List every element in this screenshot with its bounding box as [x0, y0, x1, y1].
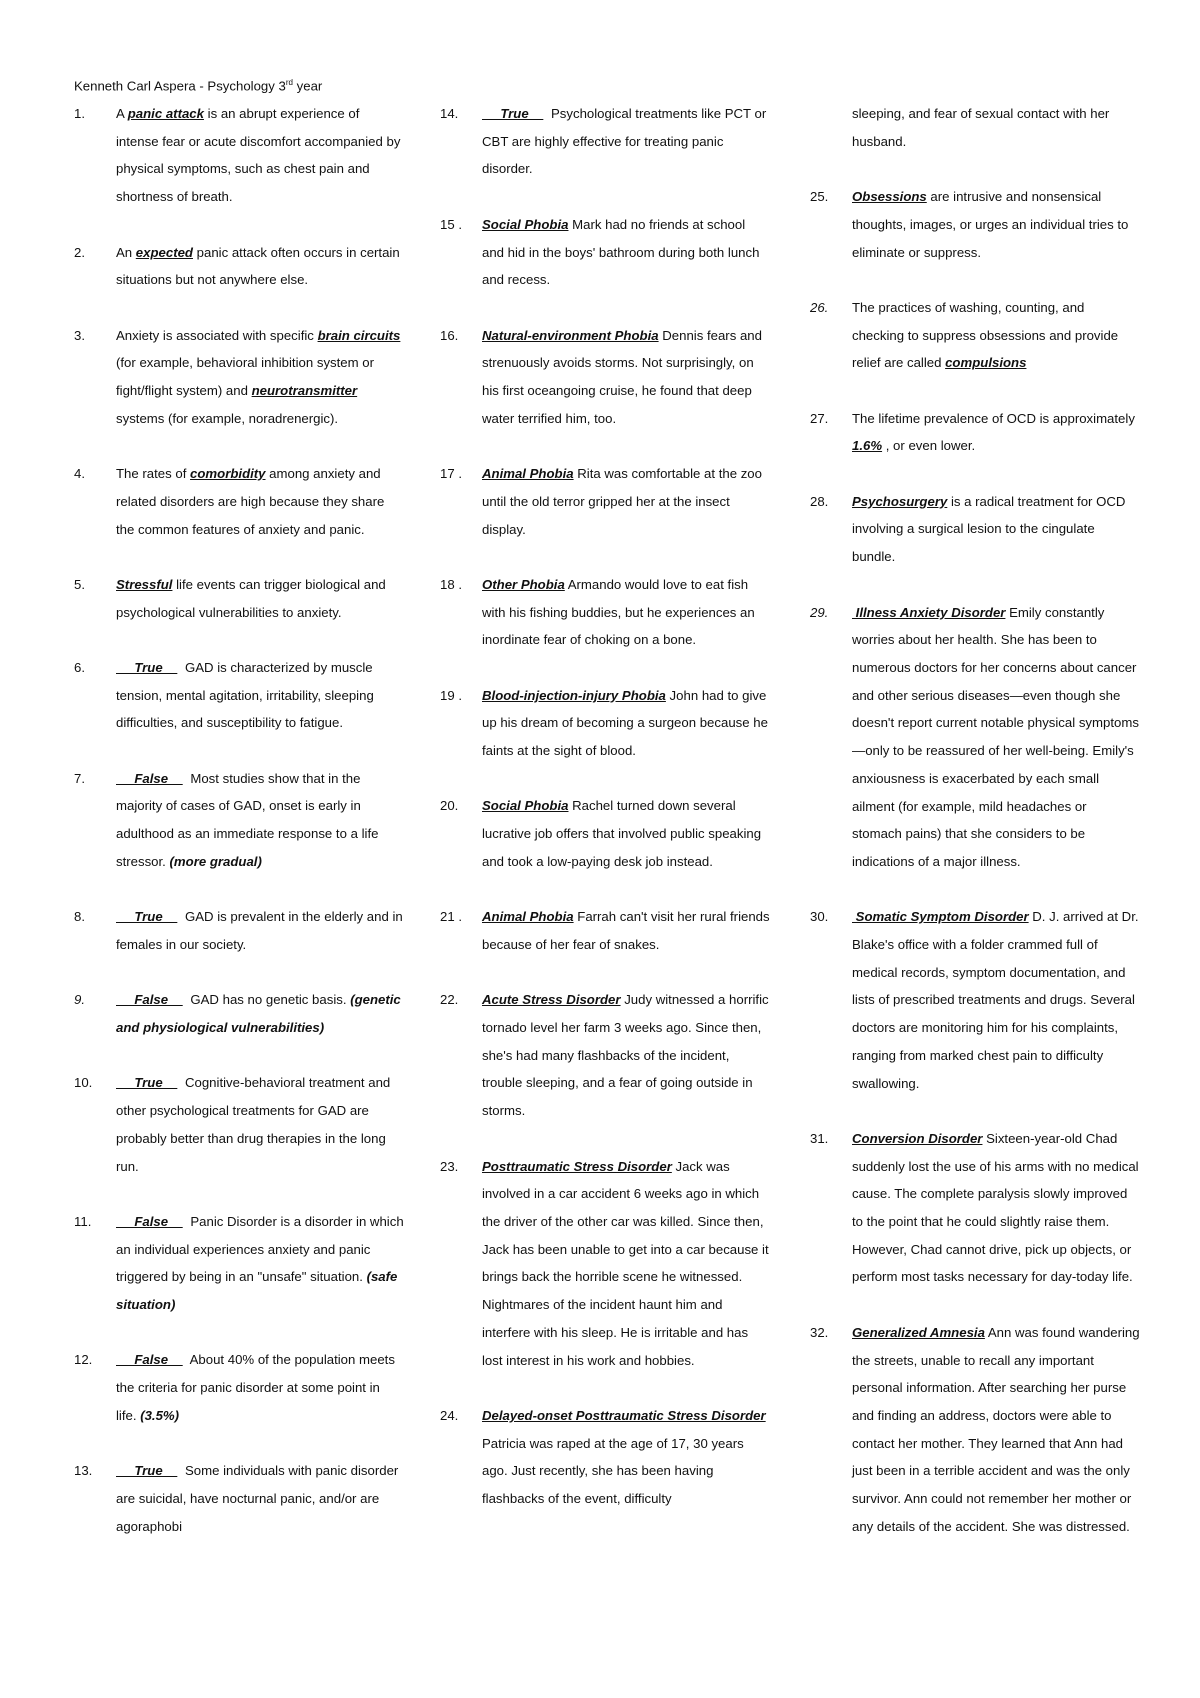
question-text-part: are intrusive and nonsensical thoughts, images, or urges an individual tries to eliminate or suppress.	[852, 189, 1129, 260]
column-1	[74, 100, 404, 1568]
question-text-part: Armando would love to eat fish with his fishing buddies, but he experiences an inordinate fear of choking on a bone.	[482, 576, 755, 648]
question-item	[74, 986, 404, 1041]
question-item	[74, 460, 404, 543]
question-text-part: systems (for example, noradrenergic).	[116, 410, 339, 426]
question-text	[116, 571, 404, 626]
question-text	[116, 460, 404, 543]
question-text-part: Emily constantly worries about her health. She has been to numerous doctors for her concerns about cancer and other serious diseases—even though she doesn't report current notable physical symptoms—only to be reassured of her well-being. Emily's anxiousness is exacerbated by each small ailment (for example, mild headaches or stomach pains) that she considers to be indications of a major illness.	[852, 604, 1139, 869]
question-text-part: Rita was comfortable at the zoo until the old terror gripped her at the insect display.	[482, 466, 762, 537]
question-text-part: Psychological treatments like PCT or CBT are highly effective for treating panic disorder.	[482, 106, 767, 177]
answer-text: Conversion Disorder	[852, 1130, 983, 1146]
question-item	[810, 1125, 1140, 1291]
question-text-part: John had to give up his dream of becoming a surgeon because he faints at the sight of blood.	[482, 687, 768, 759]
answer-text: Social Phobia	[482, 216, 569, 232]
question-number: 6.	[74, 659, 85, 675]
question-number: 1.	[74, 106, 85, 121]
question-text-part: GAD has no genetic basis.	[186, 992, 347, 1008]
question-text	[482, 211, 770, 294]
question-number: 9.	[74, 992, 85, 1008]
question-text	[482, 1402, 770, 1513]
question-item	[440, 1402, 770, 1513]
answer-blank: False	[116, 1352, 183, 1368]
question-text	[116, 100, 404, 211]
question-text-part: life events can trigger biological and psychological vulnerabilities to anxiety.	[116, 576, 386, 620]
question-text	[116, 322, 404, 433]
question-continuation: sleeping, and fear of sexual contact with her husband.	[852, 106, 1110, 149]
answer-text: Somatic Symptom Disorder	[852, 909, 1029, 925]
question-item	[440, 211, 770, 294]
question-text-part: Some individuals with panic disorder are suicidal, have nocturnal panic, and/or are agoraphobi	[116, 1463, 399, 1534]
question-text	[482, 682, 770, 765]
header-name: Kenneth Carl Aspera - Psychology 3	[74, 78, 286, 94]
question-number: 23.	[440, 1158, 459, 1174]
question-text-part: Cognitive-behavioral treatment and other psychological treatments for GAD are probably better than drug therapies in the long run.	[116, 1075, 391, 1174]
question-text-part: Rachel turned down several lucrative job offers that involved public speaking and took a low-paying desk job instead.	[482, 798, 762, 869]
question-number: 8.	[74, 909, 85, 925]
question-text	[482, 571, 770, 654]
answer-text: Posttraumatic Stress Disorder	[482, 1158, 672, 1174]
answer-blank: True	[116, 659, 178, 675]
question-text-part: An	[116, 244, 136, 260]
question-number: 12.	[74, 1352, 93, 1368]
answer-blank: False	[116, 1213, 183, 1229]
question-text-part: Sixteen-year-old Chad suddenly lost the use of his arms with no medical cause. The complete paralysis slowly improved to the point that he could slightly raise them. However, Chad cannot drive, pick up objects, or perform most tasks necessary for day-today life.	[852, 1130, 1139, 1285]
question-text-part: is a radical treatment for OCD involving a surgical lesion to the cingulate bundle.	[852, 493, 1126, 565]
answer-blank: False	[116, 770, 183, 786]
question-text-part: Anxiety is associated with specific	[116, 327, 318, 343]
answer-note: (more gradual)	[169, 853, 262, 869]
question-text-part: GAD is characterized by muscle tension, mental agitation, irritability, sleeping difficulties, and susceptibility to fatigue.	[116, 659, 374, 731]
question-text-part: Judy witnessed a horrific tornado level her farm 3 weeks ago. Since then, she's had many flashbacks of the incident, trouble sleeping, and a fear of going outside in storms.	[482, 992, 769, 1119]
question-item	[440, 460, 770, 543]
question-number: 31.	[810, 1130, 829, 1146]
question-number: 11.	[74, 1213, 92, 1229]
question-text-part: The rates of	[116, 466, 191, 482]
answer-text: Other Phobia	[482, 576, 565, 592]
question-text-part: Ann was found wandering the streets, unable to recall any important personal information. After searching her purse and finding an address, doctors were able to contact her mother. They learned that Ann had just been in a terrible accident and was the only survivor. Ann could not remember her mother or any details of the accident. She was distressed.	[852, 1324, 1140, 1534]
question-text	[482, 1153, 770, 1375]
question-item	[74, 654, 404, 737]
column-2	[440, 100, 770, 1540]
answer-text: Generalized Amnesia	[852, 1324, 985, 1340]
question-text-part: Farrah can't visit her rural friends because of her fear of snakes.	[482, 909, 770, 952]
question-item	[74, 571, 404, 626]
answer-text: Social Phobia	[482, 798, 569, 814]
question-text	[116, 903, 404, 958]
question-text	[852, 294, 1140, 377]
question-number: 10.	[74, 1075, 93, 1091]
question-item	[440, 682, 770, 765]
question-item	[440, 571, 770, 654]
question-text-part: About 40% of the population meets the criteria for panic disorder at some point in life.	[116, 1352, 395, 1423]
question-text	[116, 1069, 404, 1180]
question-number: 20.	[440, 798, 459, 814]
question-number: 29.	[810, 604, 829, 620]
answer-blank: True	[116, 909, 178, 925]
question-text	[482, 986, 770, 1125]
answer-blank: False	[116, 992, 183, 1008]
question-item	[74, 1346, 404, 1429]
question-text	[852, 183, 1140, 266]
question-item	[74, 1208, 404, 1319]
question-text-part: Patricia was raped at the age of 17, 30 years ago. Just recently, she has been having flashbacks of the event, difficulty	[482, 1435, 744, 1506]
question-item	[74, 239, 404, 294]
question-text-part: A	[116, 106, 128, 121]
question-text	[852, 599, 1140, 876]
question-number: 24.	[440, 1407, 459, 1423]
question-text	[852, 903, 1140, 1097]
question-text	[482, 792, 770, 875]
answer-text: Stressful	[116, 576, 173, 592]
answer-text: Illness Anxiety Disorder	[852, 604, 1006, 620]
question-item	[810, 294, 1140, 377]
question-text	[116, 1208, 404, 1319]
answer-text: Obsessions	[852, 189, 927, 205]
question-number: 3.	[74, 327, 85, 343]
answer-text: Blood-injection-injury Phobia	[482, 687, 666, 703]
question-text-part: The practices of washing, counting, and checking to suppress obsessions and provide relief are called	[852, 299, 1119, 371]
question-item	[440, 100, 770, 183]
question-text-part: Jack was involved in a car accident 6 weeks ago in which the driver of the other car was killed. Since then, Jack has been unable to get into a car because it brings back the horrible scene he witnessed. Nightmares of the incident haunt him and interfere with his sleep. He is irritable and has lost interest in his work and hobbies.	[482, 1158, 769, 1368]
question-text-part: Dennis fears and strenuously avoids storms. Not surprisingly, on his first oceangoing cruise, he found that deep water terrified him, too.	[482, 327, 762, 426]
answer-text: Natural-environment Phobia	[482, 327, 659, 343]
question-number: 13.	[74, 1463, 93, 1479]
question-item	[74, 322, 404, 433]
question-item	[74, 765, 404, 876]
question-text	[852, 1125, 1140, 1291]
answer-note: (genetic and physiological vulnerabilities)	[116, 992, 401, 1036]
question-item	[440, 322, 770, 433]
question-text-part: (for example, behavioral inhibition system or fight/flight system) and	[116, 355, 375, 398]
question-text	[116, 239, 404, 294]
question-number: 4.	[74, 466, 85, 482]
question-number: 22.	[440, 992, 459, 1008]
question-text-part: The lifetime prevalence of OCD is approximately	[852, 410, 1135, 426]
question-text-part: Most studies show that in the majority of cases of GAD, onset is early in adulthood as an immediate response to a life stressor.	[116, 770, 379, 869]
question-item	[74, 1069, 404, 1180]
question-item	[74, 903, 404, 958]
question-text	[482, 903, 770, 958]
question-text-part: is an abrupt experience of intense fear or acute discomfort accompanied by physical symptoms, such as chest pain and shortness of breath.	[116, 106, 401, 205]
answer-text: Animal Phobia	[482, 466, 574, 482]
question-text	[116, 654, 404, 737]
question-item	[810, 183, 1140, 266]
answer-blank: True	[116, 1075, 178, 1091]
question-text	[116, 1457, 404, 1540]
question-item	[440, 1153, 770, 1375]
header-year: year	[292, 78, 323, 94]
question-text-part: Panic Disorder is a disorder in which an individual experiences anxiety and panic triggered by being in an "unsafe" situation.	[116, 1213, 404, 1285]
question-number: 16.	[440, 327, 459, 343]
answer-text: 1.6%	[852, 438, 883, 454]
answer-note: (safe situation)	[116, 1269, 398, 1313]
question-item	[440, 986, 770, 1125]
question-number: 17 .	[440, 466, 462, 482]
answer-note: (3.5%)	[140, 1407, 180, 1423]
question-text-part: , or even lower.	[882, 438, 976, 454]
question-number: 7.	[74, 770, 85, 786]
answer-text: neurotransmitter	[251, 383, 358, 398]
question-number: 15 .	[440, 216, 462, 232]
question-item	[810, 488, 1140, 571]
question-item	[810, 599, 1140, 876]
question-item	[440, 903, 770, 958]
question-item	[74, 1457, 404, 1540]
question-text-part: Mark had no friends at school and hid in the boys' bathroom during both lunch and recess.	[482, 216, 760, 288]
answer-blank: True	[482, 106, 544, 121]
question-text	[116, 765, 404, 876]
answer-text: panic attack	[127, 106, 204, 121]
answer-text: Animal Phobia	[482, 909, 574, 925]
question-item	[810, 903, 1140, 1097]
answer-text: Delayed-onset Posttraumatic Stress Disorder	[482, 1407, 766, 1423]
question-item	[810, 1319, 1140, 1541]
question-item	[440, 792, 770, 875]
answer-text: compulsions	[945, 355, 1027, 371]
answer-blank: True	[116, 1463, 178, 1479]
question-text-part: GAD is prevalent in the elderly and in females in our society.	[116, 909, 403, 952]
question-text	[116, 986, 404, 1041]
answer-text: comorbidity	[190, 466, 266, 482]
question-number: 25.	[810, 189, 829, 205]
question-number: 30.	[810, 909, 829, 925]
question-text-part: D. J. arrived at Dr. Blake's office with a folder crammed full of medical records, symptom documentation, and lists of prescribed treatments and drugs. Several doctors are monitoring him for his complaints, ranging from marked chest pain to difficulty swallowing.	[852, 909, 1139, 1091]
question-text-part: among anxiety and related disorders are high because they share the common features of anxiety and panic.	[116, 466, 385, 537]
question-text-part: panic attack often occurs in certain situations but not anywhere else.	[116, 244, 400, 288]
question-text	[852, 405, 1140, 460]
question-text	[482, 322, 770, 433]
question-text	[852, 1319, 1140, 1541]
question-number: 14.	[440, 106, 459, 121]
question-number: 28.	[810, 493, 829, 509]
answer-text: expected	[135, 244, 193, 260]
question-number: 32.	[810, 1324, 829, 1340]
question-number: 21 .	[440, 909, 462, 925]
question-number: 18 .	[440, 576, 462, 592]
question-number: 19 .	[440, 687, 462, 703]
question-text	[852, 488, 1140, 571]
header-superscript: rd	[285, 78, 293, 87]
question-number: 26.	[810, 299, 829, 315]
column-3	[810, 100, 1140, 1568]
question-item	[74, 100, 404, 211]
question-text	[482, 100, 770, 183]
question-item	[810, 405, 1140, 460]
answer-text: Acute Stress Disorder	[482, 992, 621, 1008]
question-text	[482, 460, 770, 543]
question-number: 5.	[74, 576, 85, 592]
document-header	[74, 74, 322, 95]
answer-text: brain circuits	[317, 327, 401, 343]
question-number: 2.	[74, 244, 85, 260]
question-number: 27.	[810, 410, 829, 426]
question-text	[116, 1346, 404, 1429]
answer-text: Psychosurgery	[852, 493, 948, 509]
